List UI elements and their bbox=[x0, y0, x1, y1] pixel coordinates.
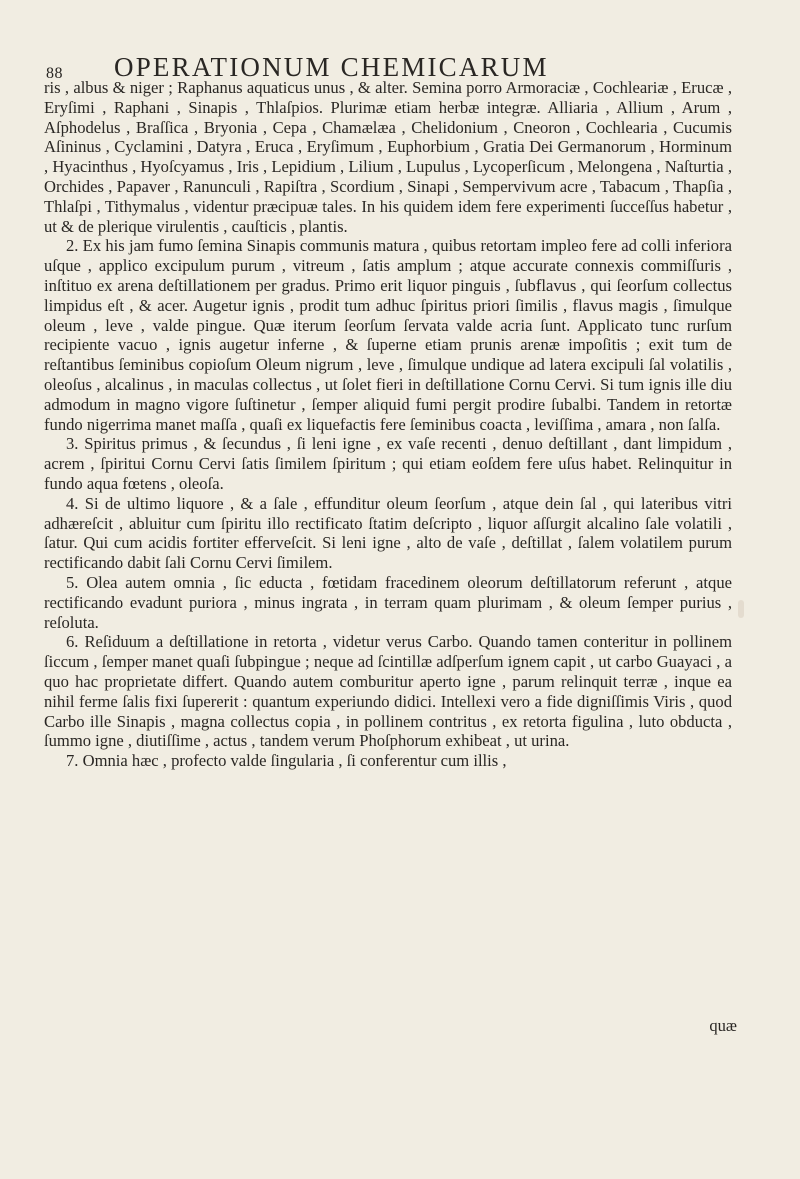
paragraph-6: 6. Reſiduum a deſtillatione in retorta , videtur verus Carbo. Quando tamen conteritur in pollinem ſiccum , ſemper manet quaſi ſubpingue ; neque ad ſcintillæ adſperſum ignem capit , ut carbo Guayaci , a quo hac proprietate differt. Quando autem comburitur aperto igne , parum relinquit terræ , inque ea nihil ferme ſalis fixi ſupererit : quantum experiundo didici. Intellexi vero a fide digniſſimis Viris , quod Carbo ille Sinapis , magna collectus copia , in pollinem contritus , ex retorta figulina , luto obducta , ſummo igne , diutiſſime , actus , tandem verum Phoſphorum exhibeat , ut urina. bbox=[44, 632, 732, 751]
running-title: OPERATIONUM CHEMICARUM bbox=[114, 52, 549, 82]
paragraph-7: 7. Omnia hæc , profecto valde ſingularia , ſi conferentur cum illis , bbox=[66, 751, 507, 771]
paper-stain bbox=[738, 600, 744, 618]
paragraph-3: 3. Spiritus primus , & ſecundus , ſi leni igne , ex vaſe recenti , denuo deſtillant , dant limpidum , acrem , ſpiritui Cornu Cervi ſatis ſimilem ſpiritum ; qui etiam eoſdem fere uſus habet. Relinquitur in fundo aqua fœtens , oleoſa. bbox=[44, 434, 732, 493]
paragraph-continuation: ris , albus & niger ; Raphanus aquaticus unus , & alter. Semina porro Armoraciæ , Cochleariæ , Erucæ , Eryſimi , Raphani , Sinapis , Thlaſpios. Plurimæ etiam herbæ integræ. Alliaria , Allium , Arum , Aſphodelus , Braſſica , Bryonia , Cepa , Chamælæa , Chelidonium , Cneoron , Cochlearia , Cucumis Aſininus , Cyclamini , Datyra , Eruca , Eryſimum , Euphorbium , Gratia Dei Germanorum , Horminum , Hyacinthus , Hyoſcyamus , Iris , Lepidium , Lilium , Lupulus , Lycoperſicum , Melongena , Naſturtia , Orchides , Papaver , Ranunculi , Rapiſtra , Scordium , Sinapi , Sempervivum acre , Tabacum , Thapſia , Thlaſpi , Tithymalus , videntur præcipuæ tales. In his quidem idem fere experimenti ſucceſſus habetur , ut & de plerique virulentis , cauſticis , plantis. bbox=[44, 78, 732, 236]
page-number: 88 bbox=[46, 65, 63, 82]
paragraph-4: 4. Si de ultimo liquore , & a ſale , effunditur oleum ſeorſum , atque dein ſal , qui lateribus vitri adhæreſcit , abluitur cum ſpiritu illo rectificato ſtatim deſcripto , liquor aſſurgit alcalino ſale volatili , ſatur. Qui cum acidis fortiter efferveſcit. Si leni igne , alto de vaſe , deſtillat , ſalem volatilem purum rectificando dabit ſali Cornu Cervi ſimilem. bbox=[44, 493, 732, 573]
body-text bbox=[44, 78, 732, 771]
paragraph-2: 2. Ex his jam fumo ſemina Sinapis communis matura , quibus retortam impleo fere ad colli inferiora uſque , applico excipulum purum , vitreum , ſatis amplum ; atque accurate connexis commiſſuris , inſtituo ex arena deſtillationem per gradus. Primo erit liquor pinguis , ſubflavus , qui ſeorſum collectus limpidus eſt , & acer. Augetur ignis , prodit tum adhuc ſpiritus priori ſimilis , flavus magis , ſimulque oleum , leve , valde pingue. Quæ iterum ſeorſum ſervata valde acria ſunt. Applicato tunc rurſum recipiente vacuo , ignis augetur inferne , & ſuperne etiam prunis arenæ impoſitis ; exit tum de reſtantibus ſeminibus copioſum Oleum nigrum , leve , ſimulque undique ad latera excipuli ſal volatilis , oleoſus , alcalinus , in maculas collectus , ut ſolet fieri in deſtillatione Cornu Cervi. Si tum ignis ille diu admodum in magno vigore ſuſtinetur , ſemper aliquid fumi pergit prodire ſubalbi. Tandem in retortæ fundo nigerrima manet maſſa , quaſi ex liquefactis fere ſeminibus coacta , leviſſima , amara , non ſalſa. bbox=[44, 236, 732, 434]
paragraph-5: 5. Olea autem omnia , ſic educta , fœtidam fracedinem oleorum deſtillatorum referunt , atque rectificando evadunt puriora , minus ingrata , in terram quam plurimam , & oleum ſemper purius , reſoluta. bbox=[44, 572, 732, 632]
catchword: quæ bbox=[709, 1016, 737, 1035]
